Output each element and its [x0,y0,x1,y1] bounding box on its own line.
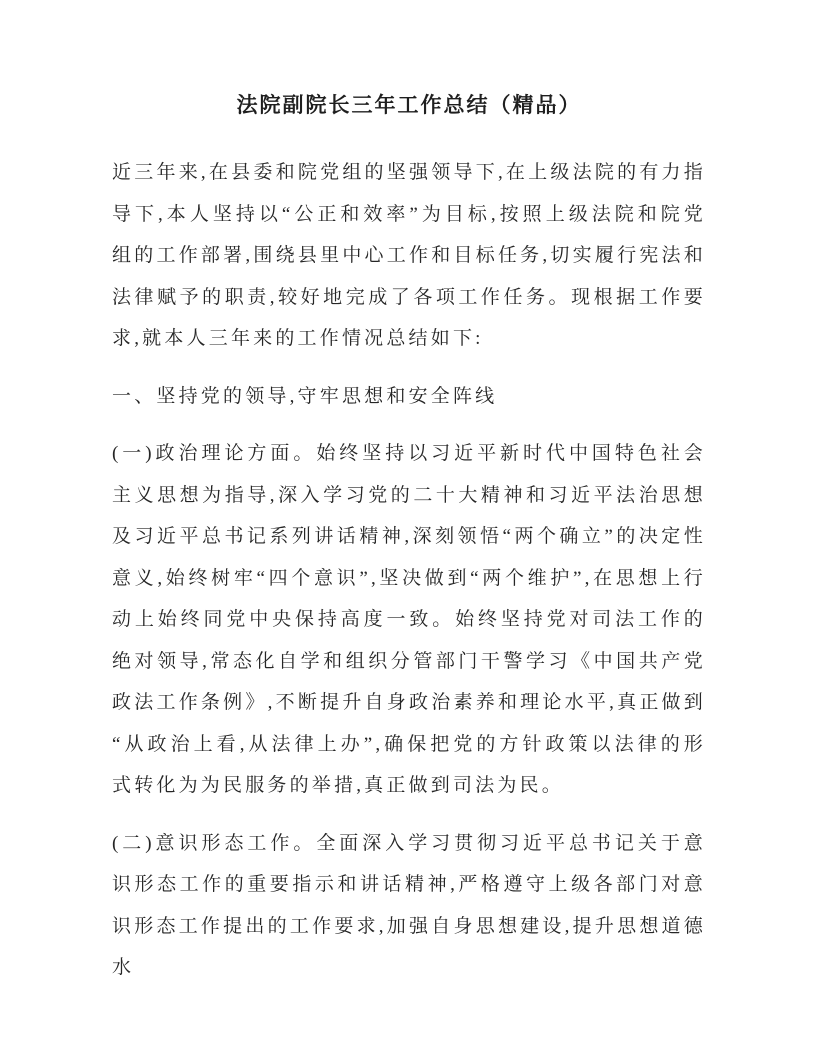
paragraph-intro: 近三年来,在县委和院党组的坚强领导下,在上级法院的有力指导下,本人坚持以“公正和效率”为目标,按照上级法院和院党组的工作部署,围绕县里中心工作和目标任务,切实履行宪法和法律赋予的职责,较好地完成了各项工作任务。现根据工作要求,就本人三年来的工作情况总结如下: [112,162,706,349]
paragraph-political-theory: (一)政治理论方面。始终坚持以习近平新时代中国特色社会主义思想为指导,深入学习党的二十大精神和习近平法治思想及习近平总书记系列讲话精神,深刻领悟“两个确立”的决定性意义,始终树牢“四个意识”,坚决做到“两个维护”,在思想上行动上始终同党中央保持高度一致。始终坚持党对司法工作的绝对领导,常态化自学和组织分管部门干警学习《中国共产党政法工作条例》,不断提升自身政治素养和理论水平,真正做到“从政治上看,从法律上办”,确保把党的方针政策以法律的形式转化为为民服务的举措,真正做到司法为民。 [112,443,706,796]
document-title: 法院副院长三年工作总结（精品） [236,93,582,117]
paragraph-ideology-work: (二)意识形态工作。全面深入学习贯彻习近平总书记关于意识形态工作的重要指示和讲话精神,严格遵守上级各部门对意识形态工作提出的工作要求,加强自身思想建设,提升思想道德水 [112,832,706,978]
section-heading-party-leadership: 一、坚持党的领导,守牢思想和安全阵线 [112,385,498,407]
